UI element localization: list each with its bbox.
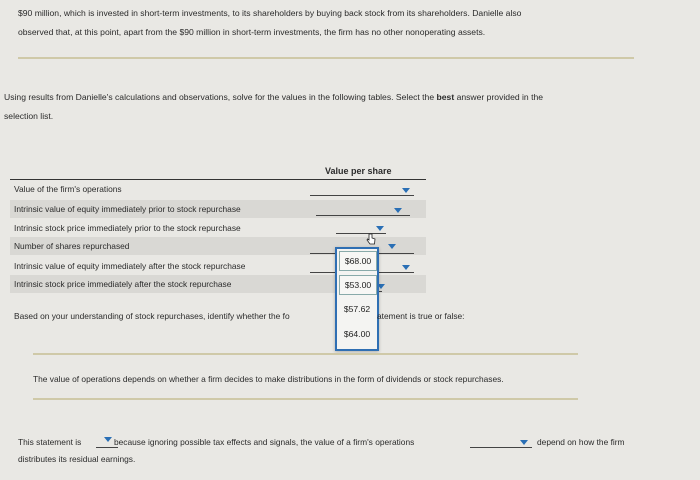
intro-line-1: $90 million, which is invested in short-term investments, to its shareholders by buying back stock from its shareholders. Danielle also (18, 8, 522, 18)
chevron-down-icon[interactable] (388, 244, 396, 249)
row-label: Intrinsic stock price immediately prior to the stock repurchase (14, 223, 241, 233)
instructions-bold: best (436, 92, 455, 102)
instructions-line-1 (4, 88, 684, 107)
intro-line-2: observed that, at this point, apart from the $90 million in short-term investments, the firm has no other nonoperating assets. (18, 27, 486, 37)
select-equity-prior[interactable] (316, 215, 410, 216)
final-sentence (18, 433, 414, 451)
row-label: Number of shares repurchased (14, 241, 130, 251)
instructions-text-after: answer provided in the (454, 92, 544, 102)
dropdown-option[interactable]: $68.00 (339, 251, 377, 271)
chevron-down-icon[interactable] (402, 265, 410, 270)
final-text-2: because ignoring possible tax effects and signals, the value of a firm's operations (113, 437, 415, 447)
chevron-down-icon[interactable] (402, 188, 410, 193)
chevron-down-icon[interactable] (376, 226, 384, 231)
hand-cursor-icon (366, 233, 376, 245)
row-label: Intrinsic value of equity immediately after the stock repurchase (14, 261, 246, 271)
question-prompt-part-2: atement is true or false: (377, 311, 465, 321)
instructions-line-2: selection list. (4, 111, 54, 121)
final-text-1: This statement is (18, 437, 82, 447)
row-label: Intrinsic value of equity immediately prior to stock repurchase (14, 204, 241, 214)
final-text-3: depend on how the firm (537, 437, 625, 447)
statement-text: The value of operations depends on whether a firm decides to make distributions in the form of dividends or stock repurchases. (33, 374, 504, 384)
table-row (10, 219, 426, 237)
intro-paragraph (18, 4, 678, 42)
select-price-prior[interactable] (336, 233, 386, 234)
chevron-down-icon[interactable] (394, 208, 402, 213)
select-value-of-operations[interactable] (310, 195, 414, 196)
dropdown-option[interactable]: $64.00 (343, 329, 371, 339)
dropdown-menu[interactable] (335, 247, 379, 351)
divider (33, 353, 578, 355)
row-label: Intrinsic stock price immediately after the stock repurchase (14, 279, 232, 289)
row-label: Value of the firm's operations (14, 184, 122, 194)
column-header: Value per share (325, 166, 392, 176)
dropdown-option[interactable]: $57.62 (343, 304, 371, 314)
instructions (4, 88, 684, 126)
divider (18, 57, 634, 59)
chevron-down-icon[interactable] (104, 437, 112, 442)
instructions-text: Using results from Danielle's calculations and observations, solve for the values in the following tables. Select the (4, 92, 437, 102)
divider (33, 398, 578, 400)
question-prompt-part-1: Based on your understanding of stock repurchases, identify whether the fo (14, 311, 290, 321)
final-line-2: distributes its residual earnings. (18, 454, 136, 464)
dropdown-option[interactable]: $53.00 (339, 275, 377, 295)
select-true-false[interactable] (96, 447, 118, 448)
chevron-down-icon[interactable] (520, 440, 528, 445)
select-does-does-not[interactable] (470, 447, 532, 448)
